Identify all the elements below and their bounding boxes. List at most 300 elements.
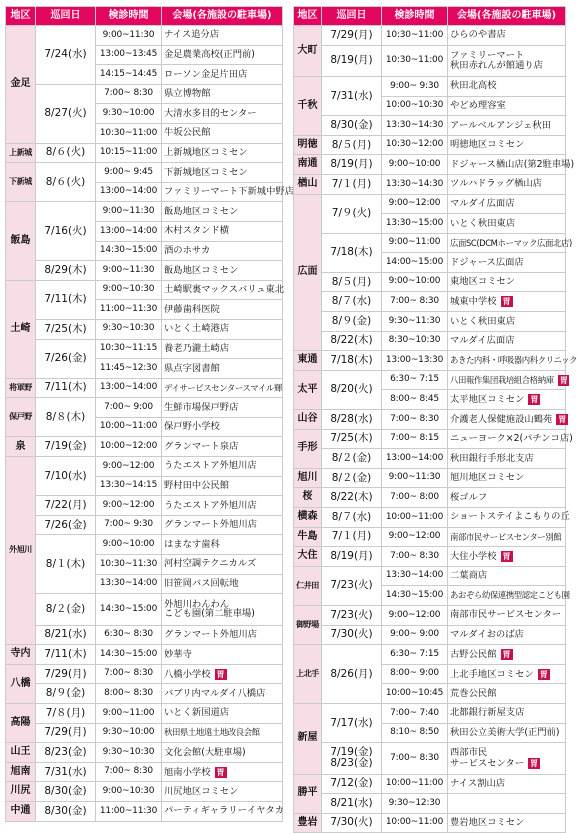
- time-cell: 8:00~ 8:45: [382, 390, 448, 410]
- time-cell: 10:00~11:00: [382, 813, 448, 833]
- table-row: [6, 202, 283, 222]
- date-cell: 8/30(金): [36, 782, 96, 802]
- time-cell: 8:00~ 8:30: [96, 684, 162, 704]
- area-cell: 豊岩: [294, 813, 322, 833]
- venue-cell: [162, 280, 283, 300]
- area-cell: 旭南: [6, 762, 36, 782]
- venue-cell: [162, 163, 283, 183]
- time-cell: 9:00~12:00: [382, 194, 448, 214]
- table-row: [294, 774, 566, 794]
- date-cell: 8/８(木): [36, 398, 96, 437]
- time-cell: 9:00~11:30: [96, 202, 162, 222]
- date-cell: 8/30(金): [322, 116, 382, 136]
- time-cell: 9:00~11:00: [382, 233, 448, 253]
- date-cell: 8/19(月): [322, 155, 382, 175]
- time-cell: 10:30~11:30: [96, 555, 162, 575]
- date-cell: 7/25(木): [36, 319, 96, 339]
- time-cell: 14:30~15:00: [96, 241, 162, 261]
- venue-cell: [162, 437, 283, 457]
- venue-name: アールベルアンジェ秋田: [450, 119, 552, 131]
- time-cell: 10:30~12:00: [382, 135, 448, 155]
- time-cell: 7:00~ 8:30: [382, 410, 448, 430]
- time-cell: 6:30~ 7:15: [382, 370, 448, 390]
- venue-cell: [448, 813, 566, 833]
- venue-name: 桜ゴルフ: [450, 491, 488, 503]
- venue-cell: [448, 468, 566, 488]
- date-cell: 7/23(火): [322, 566, 382, 605]
- venue-cell: [448, 233, 572, 253]
- time-cell: 10:00~11:00: [382, 774, 448, 794]
- venue-name: 秋田北高校: [450, 80, 497, 92]
- venue-name: 旭南小学校: [164, 766, 211, 778]
- date-cell: 7/18(木): [322, 233, 382, 272]
- venue-name: うたエストア外旭川店: [164, 460, 257, 472]
- venue-name: 八田報作集団栽培組合格納庫: [450, 374, 554, 385]
- area-cell: 千秋: [294, 76, 322, 135]
- time-cell: 13:00~14:00: [382, 449, 448, 469]
- table-row: [6, 339, 283, 359]
- stomach-exam-badge: 胃: [216, 767, 225, 777]
- date-cell: 7/11(木): [36, 645, 96, 665]
- time-cell: 6:30~ 7:15: [382, 645, 448, 665]
- venue-name: 金足農業高校(正門前): [164, 49, 255, 61]
- venue-cell: [162, 241, 283, 261]
- venue-name: 荒巻公民館: [450, 687, 497, 699]
- venue-cell: [162, 515, 283, 535]
- area-cell: 上北手: [294, 645, 322, 704]
- venue-cell: [162, 594, 283, 625]
- venue-cell: [162, 378, 283, 398]
- time-cell: 9:00~12:00: [382, 605, 448, 625]
- header-date: 巡回日: [322, 7, 382, 26]
- venue-name: グランマート外旭川店: [164, 629, 257, 640]
- venue-cell: [162, 762, 283, 782]
- time-cell: 14:30~15:00: [96, 645, 162, 665]
- table-row: [294, 272, 566, 292]
- venue-cell: [448, 292, 566, 312]
- stomach-exam-badge: 胃: [558, 414, 567, 424]
- stomach-exam-badge: 胃: [530, 758, 539, 768]
- venue-name: デイサービスセンタースマイル輝: [164, 382, 282, 393]
- time-cell: 9:00~10:30: [96, 782, 162, 802]
- table-row: [294, 743, 566, 774]
- venue-cell: [162, 261, 283, 281]
- venue-name: ツルハドラッグ楢山店: [450, 178, 542, 190]
- area-cell: 下新城: [6, 163, 36, 202]
- venue-cell: [448, 586, 570, 606]
- venue-name: 豊岩地区コミセン: [450, 817, 525, 829]
- date-cell: 7/22(月): [36, 496, 96, 516]
- table-row: [294, 449, 566, 469]
- date-cell: 7/31(水): [322, 76, 382, 115]
- table-row: [294, 194, 566, 214]
- venue-name: 酒のホサカ: [164, 244, 211, 256]
- venue-name: マルダイ広面店: [450, 197, 515, 209]
- venue-name: ファミリーマート 秋田赤れんが館通り店: [450, 50, 543, 71]
- venue-name: 木村スタンド横: [164, 225, 230, 237]
- header-row: [294, 7, 566, 26]
- time-cell: 9:00~ 9:00: [382, 625, 448, 645]
- venue-cell: [448, 390, 566, 410]
- time-cell: 7:00~ 8:30: [96, 664, 162, 684]
- area-cell: 仁井田: [294, 566, 322, 605]
- area-cell: 飯島: [6, 202, 36, 280]
- date-cell: 7/31(水): [36, 762, 96, 782]
- table-row: [294, 508, 566, 528]
- table-row: [6, 398, 283, 418]
- venue-cell: [162, 182, 294, 202]
- time-cell: 13:30~14:00: [382, 566, 448, 586]
- venue-cell: [448, 508, 570, 528]
- venue-cell: [448, 566, 566, 586]
- date-cell: 7/10(水): [36, 457, 96, 496]
- venue-name: はまなす歯科: [164, 538, 220, 550]
- time-cell: 14:15~14:45: [96, 65, 162, 85]
- venue-name: 南部市民サービスセンター別館: [450, 531, 562, 542]
- venue-name: 秋田公立美術大学(正門前): [450, 726, 560, 738]
- time-cell: 14:30~15:00: [382, 586, 448, 606]
- time-cell: 13:30~15:00: [382, 214, 448, 234]
- venue-name: 東地区コミセン: [450, 276, 516, 288]
- date-cell: 7/25(木): [322, 429, 382, 449]
- time-cell: 10:30~11:00: [382, 26, 448, 46]
- venue-cell: [448, 351, 577, 371]
- table-row: [294, 488, 566, 508]
- venue-name: 伊藤歯科医院: [164, 303, 220, 315]
- stomach-exam-badge: 胃: [530, 395, 539, 405]
- time-cell: 9:00~10:30: [96, 280, 162, 300]
- date-cell: 7/11(木): [36, 280, 96, 319]
- table-row: [6, 143, 283, 163]
- table-row: [294, 813, 566, 833]
- time-cell: 13:30~14:15: [96, 476, 162, 496]
- table-row: [6, 84, 283, 104]
- header-date: 巡回日: [36, 7, 96, 26]
- time-cell: 7:00~ 8:30: [382, 743, 448, 774]
- venue-cell: [448, 45, 566, 76]
- table-row: [294, 527, 566, 547]
- venue-name: 古野公民館: [450, 648, 497, 660]
- time-cell: 7:00~ 8:00: [382, 488, 448, 508]
- date-cell: 8/５(月): [322, 135, 382, 155]
- date-cell: 7/24(水): [36, 26, 96, 85]
- venue-cell: [162, 359, 283, 379]
- time-cell: 13:00~14:00: [96, 182, 162, 202]
- venue-name: グランマート泉店: [164, 440, 239, 452]
- venue-cell: [162, 476, 283, 496]
- area-cell: 金足: [6, 26, 36, 144]
- area-cell: 外旭川: [6, 457, 36, 645]
- area-cell: 手形: [294, 429, 322, 468]
- venue-name: 太平地区コミセン: [450, 394, 525, 406]
- time-cell: 7:00~ 8:30: [382, 292, 448, 312]
- date-cell: 8/19(月): [322, 45, 382, 76]
- venue-cell: [448, 96, 566, 116]
- venue-cell: [162, 300, 283, 320]
- table-row: [6, 378, 283, 398]
- table-row: [6, 496, 283, 516]
- date-cell: 7/11(木): [36, 378, 96, 398]
- date-cell: 8/29(木): [36, 261, 96, 281]
- time-cell: 8:00~ 9:00: [382, 664, 448, 684]
- venue-cell: [448, 625, 566, 645]
- schedule-body-right: [294, 26, 577, 833]
- area-cell: 上新城: [6, 143, 36, 163]
- table-row: [294, 331, 566, 351]
- venue-name: 広面SC(DCMホーマック広面北店): [450, 237, 572, 248]
- venue-name: 二葉商店: [450, 570, 488, 582]
- venue-cell: [448, 272, 566, 292]
- date-cell: 7/17(水): [322, 703, 382, 742]
- venue-name: あおぞら幼保連携型認定こども園: [450, 590, 570, 601]
- venue-name: いとく秋田東店: [450, 315, 516, 327]
- venue-name: 文化会館(大駐車場): [164, 746, 246, 758]
- date-cell: 8/21(水): [36, 625, 96, 645]
- date-cell: 8/22(木): [322, 488, 382, 508]
- table-row: [294, 370, 566, 390]
- stomach-exam-badge: 胃: [502, 297, 511, 307]
- venue-name: 大清水多目的センター: [164, 107, 257, 119]
- time-cell: 13:30~14:00: [96, 574, 162, 594]
- time-cell: 9:30~12:30: [382, 794, 448, 814]
- area-cell: 川尻: [6, 782, 36, 802]
- date-cell: 8/５(月): [322, 272, 382, 292]
- time-cell: 9:30~10:00: [96, 104, 162, 124]
- date-cell: 7/16(火): [36, 202, 96, 261]
- table-row: [294, 645, 566, 665]
- venue-name: いとく土崎港店: [164, 323, 230, 335]
- venue-cell: [162, 496, 283, 516]
- venue-name: 大住小学校: [450, 551, 497, 562]
- venue-cell: [162, 84, 283, 104]
- table-row: [294, 605, 566, 625]
- venue-cell: [448, 723, 566, 743]
- date-cell: 8/19(月): [322, 547, 382, 567]
- venue-cell: [162, 645, 283, 665]
- schedule-table-right: [293, 6, 577, 833]
- venue-name: 河村空調テクニカルズ: [164, 558, 257, 570]
- venue-name: 川尻地区コミセン: [164, 785, 239, 797]
- venue-name: 旧笹岡バス回転地: [164, 578, 239, 590]
- area-cell: 御野場: [294, 605, 322, 644]
- time-cell: 7:00~ 8:30: [382, 547, 448, 567]
- table-row: [6, 163, 283, 183]
- time-cell: 14:30~15:00: [96, 594, 162, 625]
- venue-cell: [448, 214, 566, 234]
- venue-cell: [448, 194, 566, 214]
- venue-cell: [448, 26, 566, 46]
- time-cell: 13:00~14:00: [96, 221, 162, 241]
- date-cell: 7/８(月): [36, 703, 96, 723]
- date-cell: 8/２(金): [36, 594, 96, 625]
- venue-cell: [448, 135, 566, 155]
- venue-name: うたエストア外旭川店: [164, 499, 257, 511]
- date-cell: 8/28(水): [322, 410, 382, 430]
- venue-cell: [448, 312, 566, 332]
- table-row: [294, 26, 566, 46]
- date-cell: 8/20(火): [322, 370, 382, 409]
- venue-name: 旭川地区コミセン: [450, 472, 525, 484]
- venue-cell: [448, 429, 573, 449]
- area-cell: 太平: [294, 370, 322, 409]
- venue-cell: [448, 76, 566, 96]
- area-cell: 山谷: [294, 410, 322, 430]
- time-cell: 9:30~10:30: [96, 743, 162, 763]
- venue-name: 西部市民 サービスセンター: [450, 746, 525, 769]
- time-cell: 13:30~14:30: [382, 116, 448, 136]
- venue-cell: [162, 417, 283, 437]
- table-row: [6, 319, 283, 339]
- table-row: [6, 723, 283, 743]
- table-row: [6, 280, 283, 300]
- venue-cell: [448, 155, 575, 175]
- area-cell: 山王: [6, 743, 36, 763]
- date-cell: 8/２(金): [322, 468, 382, 488]
- time-cell: 7:00~ 8:15: [382, 429, 448, 449]
- venue-name: 県点字図書館: [164, 362, 220, 374]
- time-cell: 10:00~10:45: [382, 684, 448, 704]
- venue-cell: [162, 65, 283, 85]
- date-cell: 8/27(火): [36, 84, 96, 143]
- date-cell: 7/23(火): [322, 605, 382, 625]
- table-row: [294, 312, 566, 332]
- area-cell: 泉: [6, 437, 36, 457]
- table-row: [6, 535, 283, 555]
- venue-name: マルダイ広面店: [450, 335, 515, 347]
- time-cell: 9:00~12:00: [382, 527, 448, 547]
- area-cell: 横森: [294, 508, 322, 528]
- header-time: 検診時間: [96, 7, 162, 26]
- venue-name: 上北手地区コミセン: [450, 668, 534, 680]
- date-cell: 8/23(金): [36, 743, 96, 763]
- date-cell: 7/19(金): [36, 437, 96, 457]
- venue-name: パーティギャラリーイヤタカ: [164, 805, 285, 817]
- venue-cell: [162, 801, 283, 821]
- area-cell: 八橋: [6, 664, 36, 703]
- date-cell: 7/12(金): [322, 774, 382, 794]
- table-row: [294, 155, 566, 175]
- time-cell: 9:00~10:00: [382, 272, 448, 292]
- table-row: [6, 515, 283, 535]
- venue-cell: [162, 535, 283, 555]
- date-cell: 8/26(月): [322, 645, 382, 704]
- date-cell: 7/29(月): [36, 723, 96, 743]
- table-row: [294, 135, 566, 155]
- venue-cell: [448, 794, 566, 814]
- venue-name: 下新城地区コミセン: [164, 166, 248, 178]
- time-cell: 13:00~14:00: [96, 378, 162, 398]
- time-cell: 9:00~ 9:30: [382, 76, 448, 96]
- venue-cell: [162, 743, 283, 763]
- venue-name: 養老乃瀧土崎店: [164, 342, 230, 354]
- time-cell: 9:00~11:00: [96, 703, 162, 723]
- venue-name: あきた内科・呼吸器内科クリニック: [450, 355, 577, 366]
- date-cell: 8/６(火): [36, 143, 96, 163]
- date-cell: 8/９(金): [322, 312, 382, 332]
- table-row: [6, 782, 283, 802]
- area-cell: 南通: [294, 155, 322, 175]
- time-cell: 13:00~13:45: [96, 45, 162, 65]
- venue-name: 八橋小学校: [164, 668, 211, 680]
- table-row: [294, 45, 566, 76]
- venue-cell: [162, 221, 283, 241]
- table-row: [294, 233, 566, 253]
- venue-name: 土崎駅裏マックスバリュ東北: [164, 284, 285, 296]
- venue-name: 県立博物館: [164, 88, 211, 100]
- time-cell: 9:30~11:30: [382, 312, 448, 332]
- venue-name: ひらのや書店: [450, 29, 506, 41]
- venue-cell: [162, 574, 283, 594]
- venue-cell: [448, 703, 566, 723]
- venue-cell: [448, 547, 566, 567]
- area-cell: 土崎: [6, 280, 36, 378]
- table-row: [6, 801, 283, 821]
- venue-cell: [162, 555, 283, 575]
- time-cell: 10:00~12:00: [96, 437, 162, 457]
- area-cell: 東通: [294, 351, 322, 371]
- time-cell: 10:30~11:00: [382, 45, 448, 76]
- date-cell: 8/22(木): [322, 331, 382, 351]
- venue-name: 飯島地区コミセン: [164, 205, 239, 217]
- venue-cell: [162, 664, 283, 684]
- time-cell: 6:30~ 8:30: [96, 625, 162, 645]
- time-cell: 11:00~11:30: [96, 801, 162, 821]
- header-venue: 会場(各施設の駐車場): [448, 7, 566, 26]
- date-cell: 8/６(火): [36, 163, 96, 202]
- date-cell: 8/30(金): [36, 801, 96, 821]
- area-cell: 寺内: [6, 645, 36, 665]
- venue-name: ショートステイよこもりの丘: [450, 511, 570, 523]
- header-area: 地区: [294, 7, 322, 26]
- venue-cell: [448, 488, 566, 508]
- venue-cell: [448, 684, 566, 704]
- time-cell: 9:00~12:00: [96, 496, 162, 516]
- venue-name: ドジャース広面店: [450, 256, 524, 268]
- time-cell: 9:00~11:30: [382, 468, 448, 488]
- time-cell: 7:00~ 9:30: [96, 515, 162, 535]
- venue-cell: [448, 774, 566, 794]
- venue-name: 牛坂公民館: [164, 127, 211, 139]
- date-cell: 7/29(月): [36, 664, 96, 684]
- table-row: [6, 743, 283, 763]
- venue-cell: [162, 723, 283, 743]
- venue-name: マルダイおのば店: [450, 629, 524, 640]
- venue-cell: [448, 449, 566, 469]
- table-row: [294, 703, 566, 723]
- venue-cell: [448, 527, 566, 547]
- stomach-exam-badge: 胃: [539, 669, 548, 679]
- venue-name: 秋田銀行手形北支店: [450, 452, 534, 464]
- area-cell: 楢山: [294, 174, 322, 194]
- venue-cell: [162, 202, 283, 222]
- time-cell: 7:00~ 7:40: [382, 703, 448, 723]
- venue-name: いとく新国道店: [164, 707, 230, 719]
- area-cell: 中通: [6, 801, 36, 821]
- time-cell: 8:10~ 8:50: [382, 723, 448, 743]
- time-cell: 9:00~12:00: [96, 457, 162, 477]
- venue-name: 飯島地区コミセン: [164, 264, 239, 276]
- venue-cell: [162, 339, 283, 359]
- table-row: [6, 457, 283, 477]
- venue-name: 生鮮市場保戸野店: [164, 401, 239, 413]
- venue-cell: [448, 410, 566, 430]
- venue-name: グランマート外旭川店: [164, 519, 257, 531]
- table-row: [294, 410, 566, 430]
- time-cell: 7:00~ 8:30: [96, 762, 162, 782]
- venue-name: 介護老人保健施設山鶴苑: [450, 413, 553, 425]
- area-cell: 大住: [294, 547, 322, 567]
- venue-cell: [162, 319, 283, 339]
